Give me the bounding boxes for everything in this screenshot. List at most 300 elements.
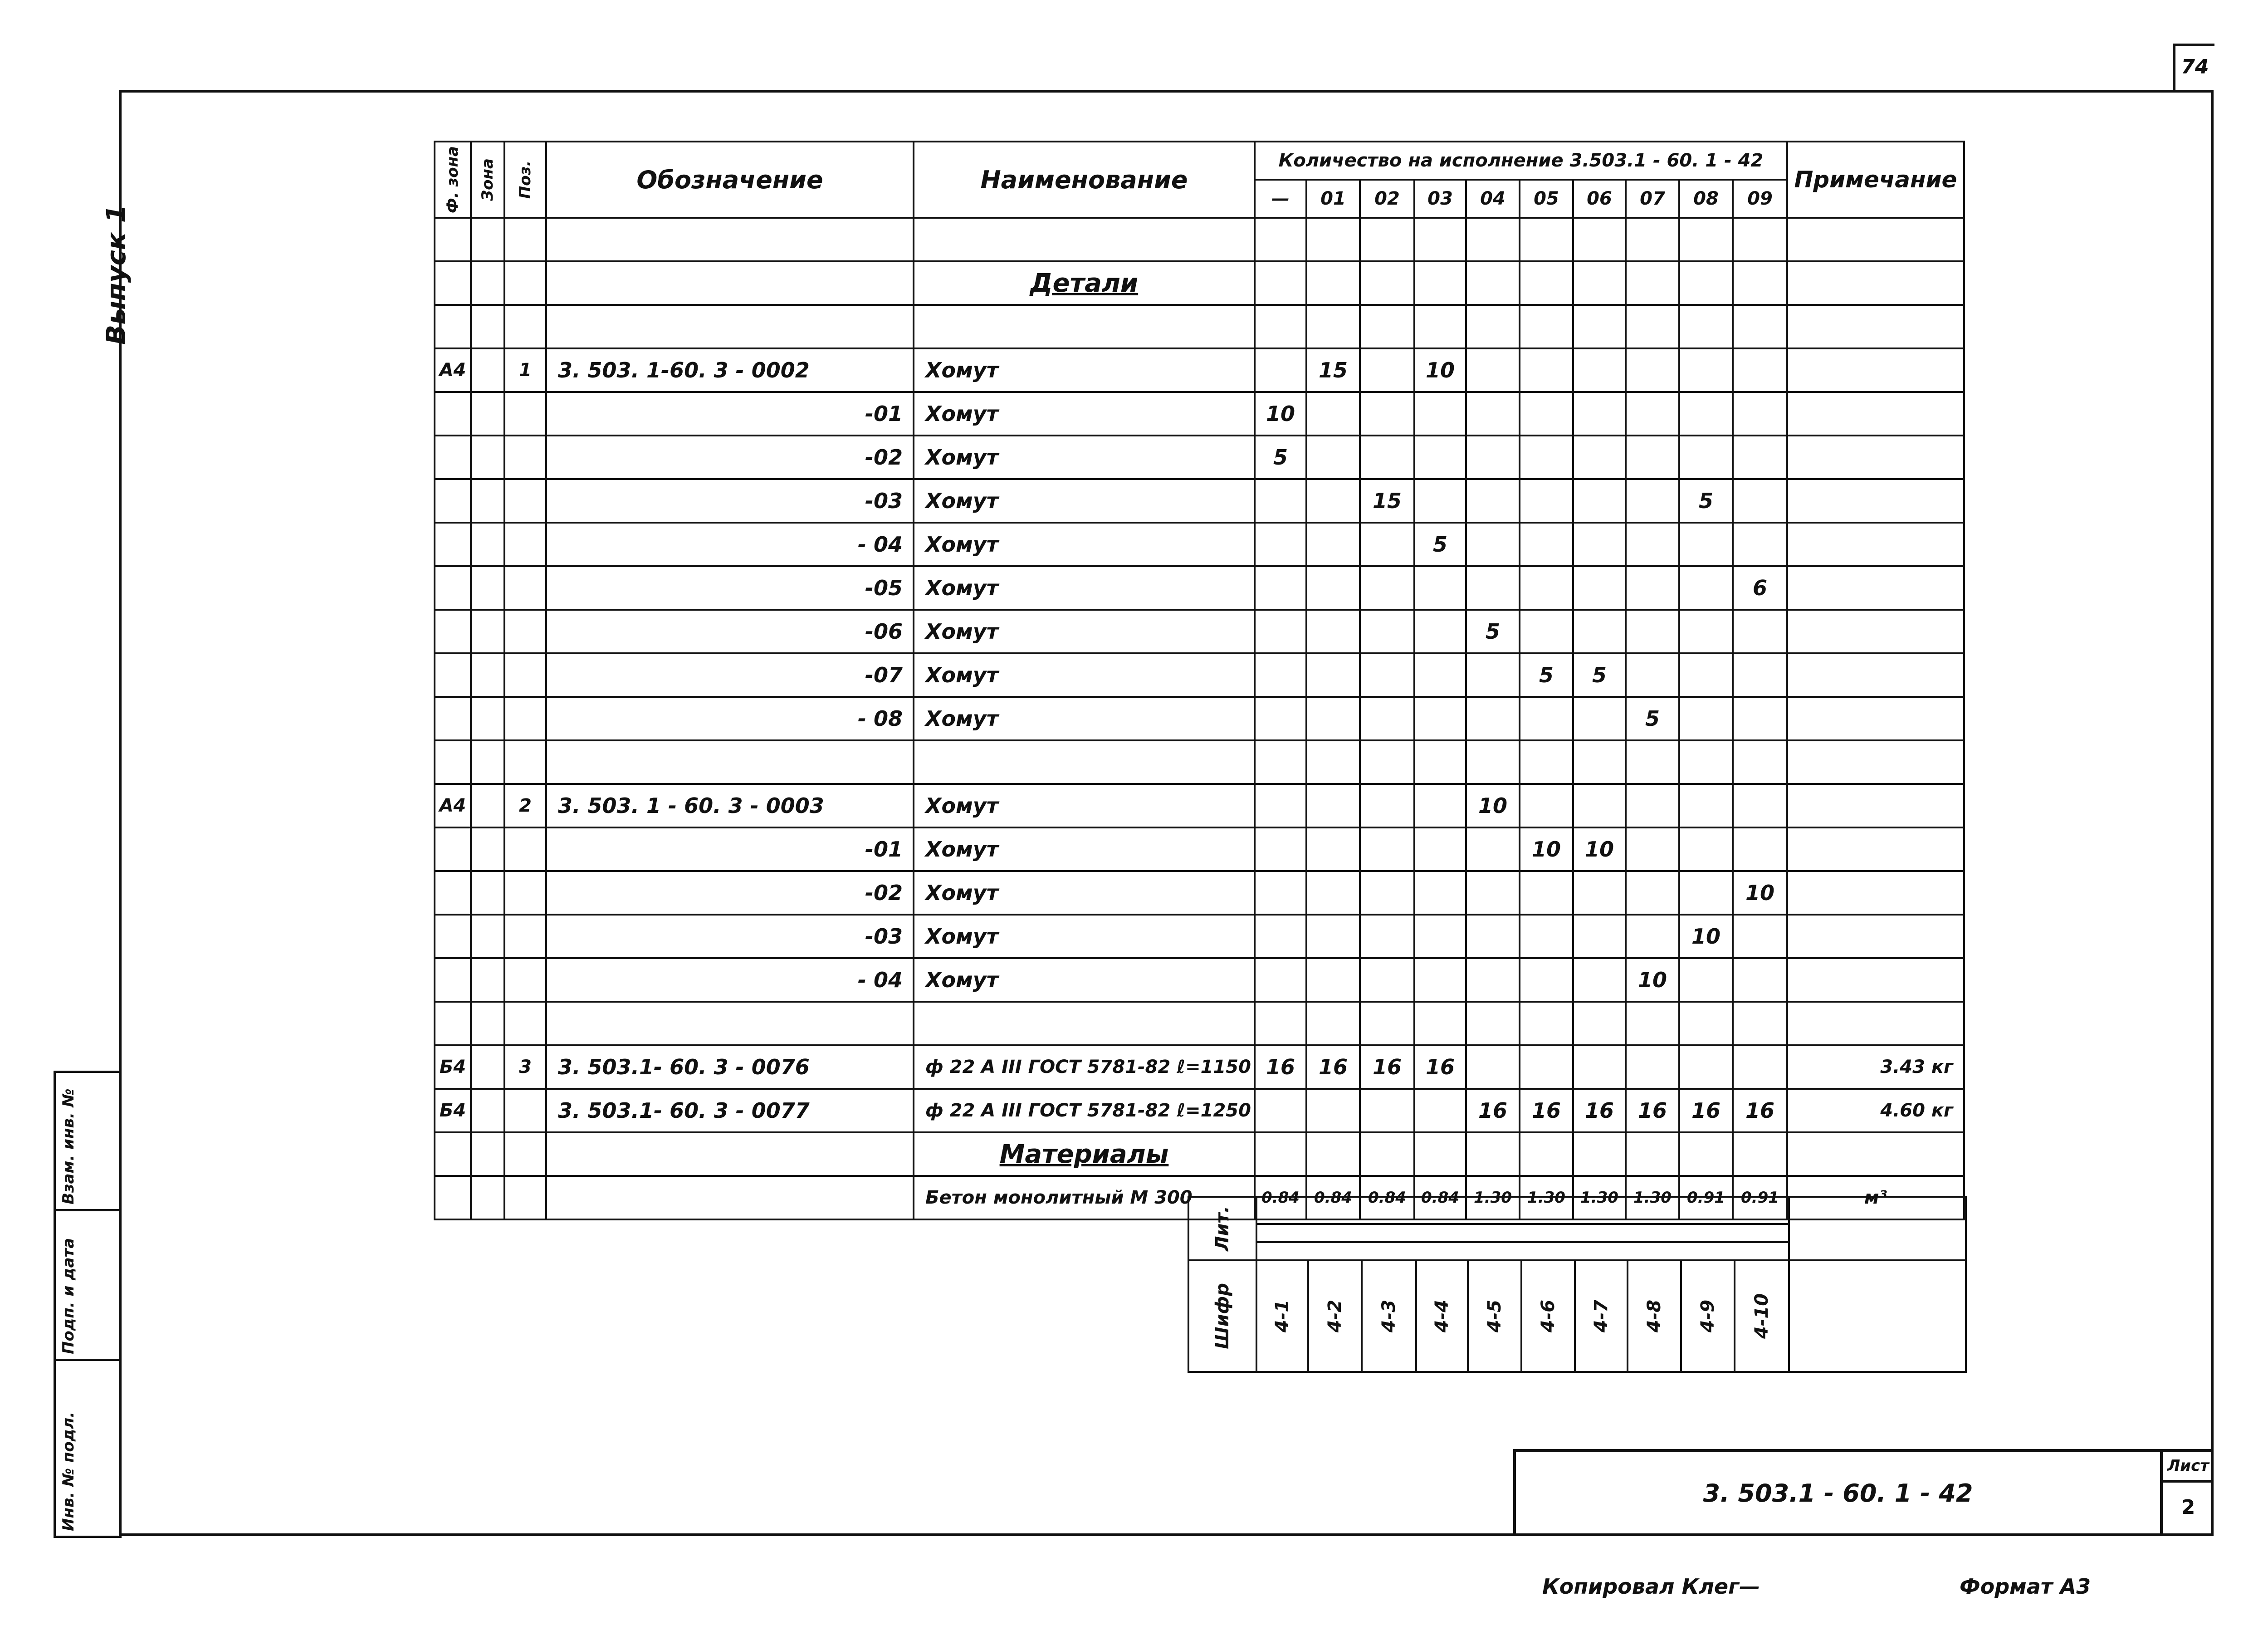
empty-cell [1466, 1002, 1520, 1045]
qty-cell: 6 [1733, 566, 1787, 610]
qty-cell [1679, 566, 1733, 610]
qty-cell: 16 [1255, 1045, 1306, 1089]
name-cell: Хомут [914, 610, 1255, 653]
qty-cell: 10 [1520, 827, 1573, 871]
lit-row-2 [1256, 1224, 1789, 1242]
empty-cell [1255, 740, 1306, 784]
empty-cell [1466, 261, 1520, 305]
empty-cell [1255, 1132, 1306, 1176]
empty-cell [1255, 305, 1306, 348]
qty-cell [1360, 566, 1414, 610]
empty-cell [1520, 1002, 1573, 1045]
name-cell: Хомут [914, 479, 1255, 523]
qty-cell [1520, 697, 1573, 740]
note-cell [1787, 610, 1964, 653]
qty-cell [1360, 523, 1414, 566]
qty-cell [1573, 566, 1626, 610]
qty-cell: 10 [1255, 392, 1306, 436]
shifr-value: 4-1 [1271, 1299, 1293, 1333]
qty-cell: 16 [1520, 1089, 1573, 1132]
format-cell [435, 958, 471, 1002]
qty-cell [1626, 827, 1679, 871]
qty-cell [1466, 827, 1520, 871]
qty-cell [1360, 827, 1414, 871]
zone-cell [471, 915, 504, 958]
material-qty-cell: 0.84 [1306, 1176, 1360, 1219]
table-row [435, 653, 1964, 697]
material-qty-cell: 0.84 [1255, 1176, 1306, 1219]
zone-cell [471, 653, 504, 697]
qty-cell: 10 [1733, 871, 1787, 915]
qty-cell [1360, 958, 1414, 1002]
empty-cell [914, 218, 1255, 261]
qty-cell [1255, 523, 1306, 566]
qty-cell [1360, 871, 1414, 915]
designation-cell: - 04 [546, 523, 914, 566]
format-cell [435, 697, 471, 740]
qty-cell [1360, 392, 1414, 436]
qty-cell [1414, 784, 1466, 827]
pos-cell [504, 436, 546, 479]
qty-cell [1573, 392, 1626, 436]
shifr-value: 4-9 [1697, 1299, 1718, 1333]
qty-cell [1414, 392, 1466, 436]
qty-cell [1255, 610, 1306, 653]
empty-cell [504, 1176, 546, 1219]
material-name-cell: Бетон монолитный М 300 [914, 1176, 1255, 1219]
variant-header: 02 [1360, 180, 1414, 218]
zone-cell [471, 436, 504, 479]
material-qty-cell: 0.84 [1414, 1176, 1466, 1219]
pos-cell: 2 [504, 784, 546, 827]
qty-cell [1360, 1089, 1414, 1132]
pos-cell [504, 610, 546, 653]
note-cell [1787, 827, 1964, 871]
shifr-cell [1468, 1260, 1521, 1372]
qty-cell [1255, 827, 1306, 871]
empty-cell [1626, 261, 1679, 305]
qty-cell [1466, 871, 1520, 915]
pos-cell [504, 479, 546, 523]
format-cell [435, 566, 471, 610]
variant-header: 04 [1466, 180, 1520, 218]
empty-cell [546, 261, 914, 305]
empty-cell [471, 305, 504, 348]
empty-cell [546, 1132, 914, 1176]
empty-cell [1733, 1002, 1787, 1045]
zone-cell [471, 523, 504, 566]
qty-cell: 15 [1360, 479, 1414, 523]
qty-cell [1306, 523, 1360, 566]
qty-cell [1626, 871, 1679, 915]
pos-cell [504, 392, 546, 436]
empty-cell [1414, 1132, 1466, 1176]
lit-label: Лит. [1188, 1197, 1256, 1260]
note-cell [1787, 348, 1964, 392]
empty-cell [1306, 261, 1360, 305]
qty-cell: 10 [1414, 348, 1466, 392]
qty-cell [1360, 653, 1414, 697]
qty-cell [1733, 653, 1787, 697]
qty-cell [1255, 1089, 1306, 1132]
qty-cell [1414, 915, 1466, 958]
zone-cell [471, 1089, 504, 1132]
variant-header: 03 [1414, 180, 1466, 218]
format-cell: Б4 [435, 1089, 471, 1132]
qty-cell [1306, 697, 1360, 740]
qty-cell [1466, 523, 1520, 566]
empty-cell [1787, 261, 1964, 305]
qty-cell [1733, 958, 1787, 1002]
qty-cell [1306, 784, 1360, 827]
pos-cell [504, 871, 546, 915]
document-code: 3. 503.1 - 60. 1 - 42 [1703, 1479, 1973, 1508]
variant-header: 07 [1626, 180, 1679, 218]
empty-cell [1414, 218, 1466, 261]
qty-cell [1255, 871, 1306, 915]
qty-cell [1466, 958, 1520, 1002]
format-cell: A4 [435, 784, 471, 827]
lit-blank [1789, 1197, 1966, 1260]
format-cell [435, 436, 471, 479]
empty-cell [1733, 1132, 1787, 1176]
qty-cell: 10 [1626, 958, 1679, 1002]
col-pos-header: Поз. [504, 142, 546, 218]
shifr-blank [1789, 1260, 1966, 1372]
pos-cell [504, 827, 546, 871]
material-qty-cell: 0.84 [1360, 1176, 1414, 1219]
table-row [435, 915, 1964, 958]
note-cell [1787, 653, 1964, 697]
zone-cell [471, 566, 504, 610]
qty-cell [1626, 566, 1679, 610]
qty-cell [1626, 523, 1679, 566]
empty-cell [914, 1002, 1255, 1045]
shifr-cell [1308, 1260, 1362, 1372]
format-cell: A4 [435, 348, 471, 392]
qty-cell [1414, 1089, 1466, 1132]
format-cell: Б4 [435, 1045, 471, 1089]
qty-cell [1414, 958, 1466, 1002]
qty-cell [1255, 915, 1306, 958]
zone-cell [471, 1045, 504, 1089]
empty-cell [1679, 261, 1733, 305]
designation-cell: -05 [546, 566, 914, 610]
empty-row [435, 218, 1964, 261]
empty-cell [1466, 740, 1520, 784]
empty-cell [546, 305, 914, 348]
qty-cell [1679, 871, 1733, 915]
format-cell [435, 871, 471, 915]
note-cell: 4.60 кг [1787, 1089, 1964, 1132]
qty-cell [1520, 915, 1573, 958]
qty-cell [1679, 1045, 1733, 1089]
empty-cell [471, 261, 504, 305]
qty-cell [1626, 1045, 1679, 1089]
name-cell: Хомут [914, 653, 1255, 697]
section-details-title: Детали [1030, 268, 1139, 298]
table-row [435, 479, 1964, 523]
empty-cell [504, 261, 546, 305]
empty-cell [1573, 305, 1626, 348]
qty-cell [1255, 697, 1306, 740]
zone-cell [471, 479, 504, 523]
table-row [435, 827, 1964, 871]
empty-cell [1679, 1132, 1733, 1176]
section-details-cell [914, 261, 1255, 305]
material-qty-cell: 1.30 [1573, 1176, 1626, 1219]
sheet-number: 74 [2173, 44, 2214, 91]
shifr-label: Шифр [1188, 1260, 1256, 1372]
shifr-value: 4-7 [1590, 1299, 1612, 1333]
empty-cell [471, 1176, 504, 1219]
format-cell [435, 523, 471, 566]
qty-cell: 16 [1360, 1045, 1414, 1089]
empty-cell [1679, 740, 1733, 784]
note-cell: 3.43 кг [1787, 1045, 1964, 1089]
qty-cell [1520, 610, 1573, 653]
zone-cell [471, 348, 504, 392]
zone-cell [471, 871, 504, 915]
note-cell [1787, 915, 1964, 958]
qty-cell [1255, 958, 1306, 1002]
qty-cell: 15 [1306, 348, 1360, 392]
empty-cell [1306, 305, 1360, 348]
name-cell: Хомут [914, 697, 1255, 740]
qty-cell: 16 [1733, 1089, 1787, 1132]
empty-cell [1787, 305, 1964, 348]
empty-cell [1360, 1002, 1414, 1045]
qty-cell [1414, 566, 1466, 610]
empty-cell [1466, 1132, 1520, 1176]
qty-cell [1626, 348, 1679, 392]
empty-cell [1626, 1132, 1679, 1176]
empty-cell [1360, 261, 1414, 305]
shifr-value: 4-8 [1643, 1299, 1665, 1333]
table-row [435, 958, 1964, 1002]
qty-title-header: Количество на исполнение 3.503.1 - 60. 1 - 42 [1255, 142, 1787, 180]
qty-cell [1679, 827, 1733, 871]
designation-cell: 3. 503.1- 60. 3 - 0077 [546, 1089, 914, 1132]
qty-cell [1414, 827, 1466, 871]
qty-cell [1679, 610, 1733, 653]
empty-cell [1255, 261, 1306, 305]
empty-cell [1306, 1132, 1360, 1176]
empty-cell [435, 218, 471, 261]
qty-cell [1306, 958, 1360, 1002]
empty-cell [1520, 305, 1573, 348]
empty-cell [546, 1002, 914, 1045]
note-cell [1787, 958, 1964, 1002]
shifr-cell [1521, 1260, 1575, 1372]
qty-cell [1520, 1045, 1573, 1089]
qty-cell [1573, 523, 1626, 566]
designation-cell: -06 [546, 610, 914, 653]
section-materials-cell [914, 1132, 1255, 1176]
table-row [435, 1089, 1964, 1132]
qty-cell [1679, 392, 1733, 436]
section-materials-title: Материалы [999, 1139, 1169, 1169]
empty-cell [1679, 218, 1733, 261]
qty-cell [1466, 697, 1520, 740]
variant-header: 06 [1573, 180, 1626, 218]
qty-cell [1466, 915, 1520, 958]
empty-cell [1573, 261, 1626, 305]
qty-cell: 16 [1679, 1089, 1733, 1132]
table-row [435, 348, 1964, 392]
shifr-value: 4-6 [1537, 1299, 1559, 1333]
qty-cell [1306, 610, 1360, 653]
variant-header: 09 [1733, 180, 1787, 218]
designation-cell: -01 [546, 827, 914, 871]
designation-cell: -03 [546, 915, 914, 958]
name-cell: ф 22 А III ГОСТ 5781-82 ℓ=1150 [914, 1045, 1255, 1089]
shifr-cell [1416, 1260, 1468, 1372]
empty-cell [1306, 1002, 1360, 1045]
left-stamp-strip [54, 1071, 122, 1538]
empty-cell [1466, 218, 1520, 261]
qty-cell [1626, 653, 1679, 697]
empty-cell [1414, 261, 1466, 305]
lit-shifr-block [1188, 1196, 1967, 1373]
empty-cell [1414, 305, 1466, 348]
sheet-box [2160, 1452, 2214, 1535]
empty-cell [435, 1176, 471, 1219]
table-row [435, 523, 1964, 566]
qty-cell [1360, 610, 1414, 653]
qty-cell [1414, 697, 1466, 740]
variant-header: 01 [1306, 180, 1360, 218]
qty-cell [1360, 436, 1414, 479]
qty-cell [1626, 610, 1679, 653]
name-cell: Хомут [914, 958, 1255, 1002]
material-qty-cell: 1.30 [1626, 1176, 1679, 1219]
table-row [435, 566, 1964, 610]
qty-cell [1306, 915, 1360, 958]
qty-cell [1360, 784, 1414, 827]
empty-cell [914, 740, 1255, 784]
stamp-label-inv: Инв. № подл. [59, 1411, 78, 1531]
empty-cell [1573, 1002, 1626, 1045]
qty-cell [1520, 871, 1573, 915]
qty-cell [1360, 697, 1414, 740]
shifr-value: 4-5 [1484, 1299, 1505, 1333]
qty-cell [1626, 784, 1679, 827]
qty-cell [1573, 436, 1626, 479]
designation-cell: -02 [546, 871, 914, 915]
variant-header: 05 [1520, 180, 1573, 218]
shifr-cell [1735, 1260, 1789, 1372]
material-qty-cell: 1.30 [1466, 1176, 1520, 1219]
pos-cell [504, 697, 546, 740]
zone-cell [471, 784, 504, 827]
name-cell: Хомут [914, 566, 1255, 610]
vypusk-label: Выпуск 1 [101, 205, 132, 345]
empty-cell [471, 1002, 504, 1045]
qty-cell [1414, 436, 1466, 479]
designation-cell: -01 [546, 392, 914, 436]
name-cell: Хомут [914, 784, 1255, 827]
title-block [1513, 1449, 2214, 1535]
table-row [435, 784, 1964, 827]
qty-cell: 5 [1520, 653, 1573, 697]
note-cell [1787, 871, 1964, 915]
empty-cell [1733, 261, 1787, 305]
qty-cell [1733, 915, 1787, 958]
empty-cell [1733, 305, 1787, 348]
qty-cell: 10 [1679, 915, 1733, 958]
qty-cell: 16 [1466, 1089, 1520, 1132]
shifr-cell [1681, 1260, 1735, 1372]
col-name-header: Наименование [914, 142, 1255, 218]
designation-cell: - 04 [546, 958, 914, 1002]
zone-cell [471, 697, 504, 740]
empty-cell [1466, 305, 1520, 348]
note-cell [1787, 523, 1964, 566]
empty-cell [435, 261, 471, 305]
qty-cell [1520, 784, 1573, 827]
empty-cell [1679, 305, 1733, 348]
empty-row [435, 1002, 1964, 1045]
shifr-cell [1628, 1260, 1681, 1372]
qty-cell [1679, 958, 1733, 1002]
qty-cell [1626, 915, 1679, 958]
zone-cell [471, 610, 504, 653]
empty-cell [1255, 218, 1306, 261]
format-cell [435, 479, 471, 523]
qty-cell [1520, 348, 1573, 392]
zone-cell [471, 827, 504, 871]
stamp-label-vzam: Взам. инв. № [59, 1088, 78, 1204]
specification-table [434, 141, 1965, 1220]
empty-cell [471, 740, 504, 784]
qty-cell [1733, 1045, 1787, 1089]
qty-cell: 16 [1414, 1045, 1466, 1089]
qty-cell [1306, 392, 1360, 436]
empty-cell [504, 305, 546, 348]
qty-cell [1733, 436, 1787, 479]
empty-cell [1414, 740, 1466, 784]
material-qty-cell: 0.91 [1733, 1176, 1787, 1219]
lit-row-1 [1256, 1197, 1789, 1224]
name-cell: Хомут [914, 348, 1255, 392]
qty-cell: 5 [1626, 697, 1679, 740]
empty-cell [1306, 740, 1360, 784]
qty-cell [1520, 436, 1573, 479]
designation-cell: 3. 503. 1 - 60. 3 - 0003 [546, 784, 914, 827]
empty-cell [1360, 740, 1414, 784]
empty-cell [1306, 218, 1360, 261]
note-cell [1787, 566, 1964, 610]
qty-cell [1466, 348, 1520, 392]
empty-cell [471, 218, 504, 261]
empty-cell [1360, 218, 1414, 261]
col-designation-header: Обозначение [546, 142, 914, 218]
qty-cell: 10 [1466, 784, 1520, 827]
empty-cell [1573, 1132, 1626, 1176]
table-row [435, 1045, 1964, 1089]
qty-cell [1306, 827, 1360, 871]
empty-row [435, 740, 1964, 784]
empty-cell [1573, 218, 1626, 261]
qty-cell: 5 [1414, 523, 1466, 566]
qty-cell [1466, 653, 1520, 697]
shifr-value: 4-3 [1378, 1299, 1399, 1333]
shifr-cell [1256, 1260, 1308, 1372]
qty-cell: 16 [1626, 1089, 1679, 1132]
qty-cell [1679, 348, 1733, 392]
format-cell [435, 610, 471, 653]
